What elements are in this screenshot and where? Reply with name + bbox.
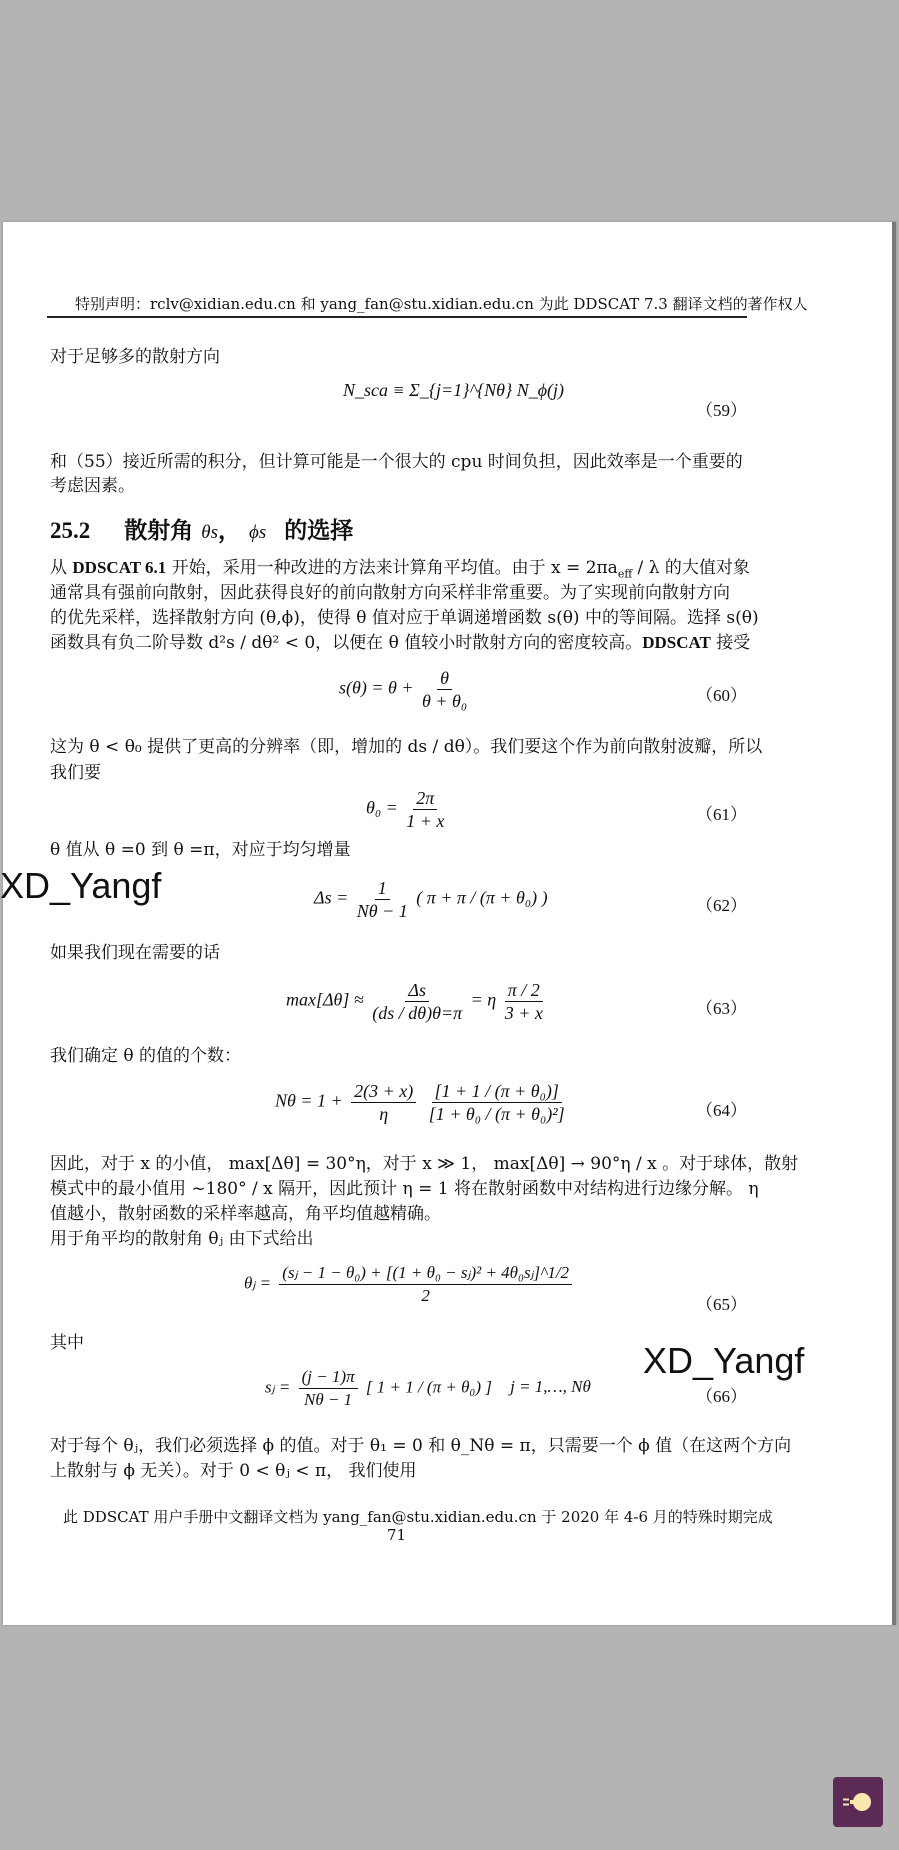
text-line: 这为 θ < θ₀ 提供了更高的分辨率（即，增加的 ds / dθ）。我们要这个作为前向散射波瓣，所以 <box>50 737 763 757</box>
equation-range: j = 1,…, Nθ <box>510 1377 591 1397</box>
lightbulb-button[interactable] <box>833 1777 883 1827</box>
equation-lhs: max[Δθ] ≈ <box>286 989 364 1010</box>
equation-lhs: θ₀ = <box>366 797 398 818</box>
denominator: θ + θ₀ <box>421 691 468 711</box>
equation-fraction <box>279 1262 572 1307</box>
equation-number: （65） <box>696 1295 747 1314</box>
text-line: 模式中的最小值用 ~180° / x 隔开，因此预计 η = 1 将在散射函数中对结构进行边缘分解。 η <box>50 1179 759 1199</box>
text-span: 开始，采用一种改进的方法来计算角平均值。由于 x = 2πa <box>166 558 618 578</box>
numerator: π / 2 <box>505 979 543 1002</box>
text-span: / λ 的大值对象 <box>632 558 750 578</box>
numerator: θ <box>437 667 452 690</box>
text-line: 对于足够多的散射方向 <box>50 347 220 367</box>
equation-number: （66） <box>696 1387 747 1406</box>
text-line: 如果我们现在需要的话 <box>50 943 220 963</box>
equation-61 <box>366 787 448 832</box>
section-theta: θs <box>201 522 219 543</box>
equation-text: N_sca ≡ Σ_{j=1}^{Nθ} N_ϕ(j) <box>343 380 565 400</box>
text-bold: DDSCAT 6.1 <box>72 558 167 577</box>
numerator: 2π <box>413 787 437 810</box>
section-title-suffix: 的选择 <box>284 518 354 544</box>
equation-lhs: θⱼ = <box>244 1273 272 1293</box>
text-line: 我们要 <box>50 763 101 783</box>
equation-number: （63） <box>696 999 747 1018</box>
denominator: η <box>379 1104 389 1124</box>
text-bold: DDSCAT <box>642 633 711 652</box>
equation-number: （64） <box>696 1101 747 1120</box>
equation-fraction <box>372 979 462 1024</box>
equation-rest: ( π + π / (π + θ₀) ) <box>416 887 548 908</box>
text-line: 的优先采样，选择散射方向 (θ,ϕ)，使得 θ 值对应于单调递增函数 s(θ) 中的等间隔。选择 s(θ) <box>50 608 759 628</box>
denominator: Nθ − 1 <box>356 901 408 921</box>
equation-fraction <box>357 877 408 922</box>
equation-62 <box>314 877 548 922</box>
page-header: 特别声明：rclv@xidian.edu.cn 和 yang_fan@stu.xidian.edu.cn 为此 DDSCAT 7.3 翻译文档的著作权人 <box>75 295 808 313</box>
equation-lhs: sⱼ = <box>265 1377 291 1397</box>
equation-fraction <box>422 667 467 712</box>
equation-lhs: Nθ = 1 + <box>275 1090 343 1111</box>
page-number: 71 <box>387 1526 407 1544</box>
equation-59 <box>343 380 564 401</box>
denominator: 3 + x <box>504 1003 543 1023</box>
text-line: 上散射与 ϕ 无关）。对于 0 < θⱼ < π， 我们使用 <box>50 1461 417 1481</box>
equation-mid: = η <box>470 989 497 1010</box>
text-line: 通常具有强前向散射，因此获得良好的前向散射方向采样非常重要。为了实现前向散射方向 <box>50 583 730 603</box>
section-sep: ， <box>218 518 242 544</box>
denominator: [1 + θ₀ / (π + θ₀)²] <box>428 1104 565 1124</box>
equation-65 <box>244 1262 576 1307</box>
numerator: (sⱼ − 1 − θ₀) + [(1 + θ₀ − sⱼ)² + 4θ₀sⱼ]^1/2 <box>279 1262 572 1285</box>
equation-lhs: s(θ) = θ + <box>339 677 414 698</box>
denominator: (ds / dθ)θ=π <box>372 1003 463 1023</box>
lightbulb-icon <box>841 1791 875 1813</box>
equation-fraction <box>406 787 444 832</box>
equation-64 <box>275 1080 569 1125</box>
denominator: 1 + x <box>406 811 445 831</box>
denominator: Nθ − 1 <box>304 1390 353 1409</box>
numerator: 2(3 + x) <box>351 1080 416 1103</box>
text-line <box>50 632 750 654</box>
section-heading <box>50 512 353 545</box>
section-title: 散射角 <box>124 518 194 544</box>
document-page <box>0 222 896 1625</box>
equation-fraction <box>299 1366 358 1411</box>
equation-60 <box>339 667 471 712</box>
watermark: XD_Yangf <box>643 1340 805 1381</box>
text-span: 函数具有负二阶导数 d²s / dθ² < 0，以便在 θ 值较小时散射方向的密度较高。 <box>50 633 643 653</box>
text-line: 因此，对于 x 的小值， max[Δθ] = 30°η，对于 x ≫ 1， max[Δθ] → 90°η / x 。对于球体，散射 <box>50 1154 799 1174</box>
numerator: Δs <box>405 979 429 1002</box>
equation-fraction <box>351 1080 416 1125</box>
numerator: [1 + 1 / (π + θ₀)] <box>432 1080 562 1103</box>
equation-number: （60） <box>696 686 747 705</box>
equation-fraction <box>429 1080 565 1125</box>
denominator: 2 <box>421 1286 430 1305</box>
equation-66 <box>265 1366 591 1411</box>
equation-rest: [ 1 + 1 / (π + θ₀) ] <box>365 1377 492 1397</box>
equation-number: （61） <box>696 805 747 824</box>
text-span: 从 <box>50 558 73 578</box>
text-line: 其中 <box>50 1333 84 1353</box>
equation-number: （62） <box>696 896 747 915</box>
text-sub: eff <box>617 567 633 581</box>
equation-lhs: Δs = <box>314 887 349 908</box>
section-number: 25.2 <box>50 518 91 543</box>
watermark: XD_Yangf <box>0 865 162 906</box>
text-span: 接受 <box>710 633 751 653</box>
numerator: (j − 1)π <box>299 1366 358 1389</box>
text-line: θ 值从 θ =0 到 θ =π，对应于均匀增量 <box>50 840 351 860</box>
text-line: 和（55）接近所需的积分，但计算可能是一个很大的 cpu 时间负担，因此效率是一个重要的 <box>50 452 743 472</box>
header-rule <box>47 316 747 318</box>
equation-number: （59） <box>696 401 747 420</box>
text-line: 值越小，散射函数的采样率越高，角平均值越精确。 <box>50 1204 441 1224</box>
numerator: 1 <box>375 877 390 900</box>
page-footer: 此 DDSCAT 用户手册中文翻译文档为 yang_fan@stu.xidian.edu.cn 于 2020 年 4-6 月的特殊时期完成 <box>63 1508 773 1526</box>
text-line: 对于每个 θⱼ，我们必须选择 ϕ 的值。对于 θ₁ = 0 和 θ_Nθ = π，只需要一个 ϕ 值（在这两个方向 <box>50 1436 792 1456</box>
equation-63 <box>286 979 547 1024</box>
equation-fraction <box>505 979 543 1024</box>
text-line: 用于角平均的散射角 θⱼ 由下式给出 <box>50 1229 314 1249</box>
text-line: 我们确定 θ 的值的个数： <box>50 1046 242 1066</box>
text-line: 考虑因素。 <box>50 476 135 496</box>
section-phi: ϕs <box>249 522 267 543</box>
